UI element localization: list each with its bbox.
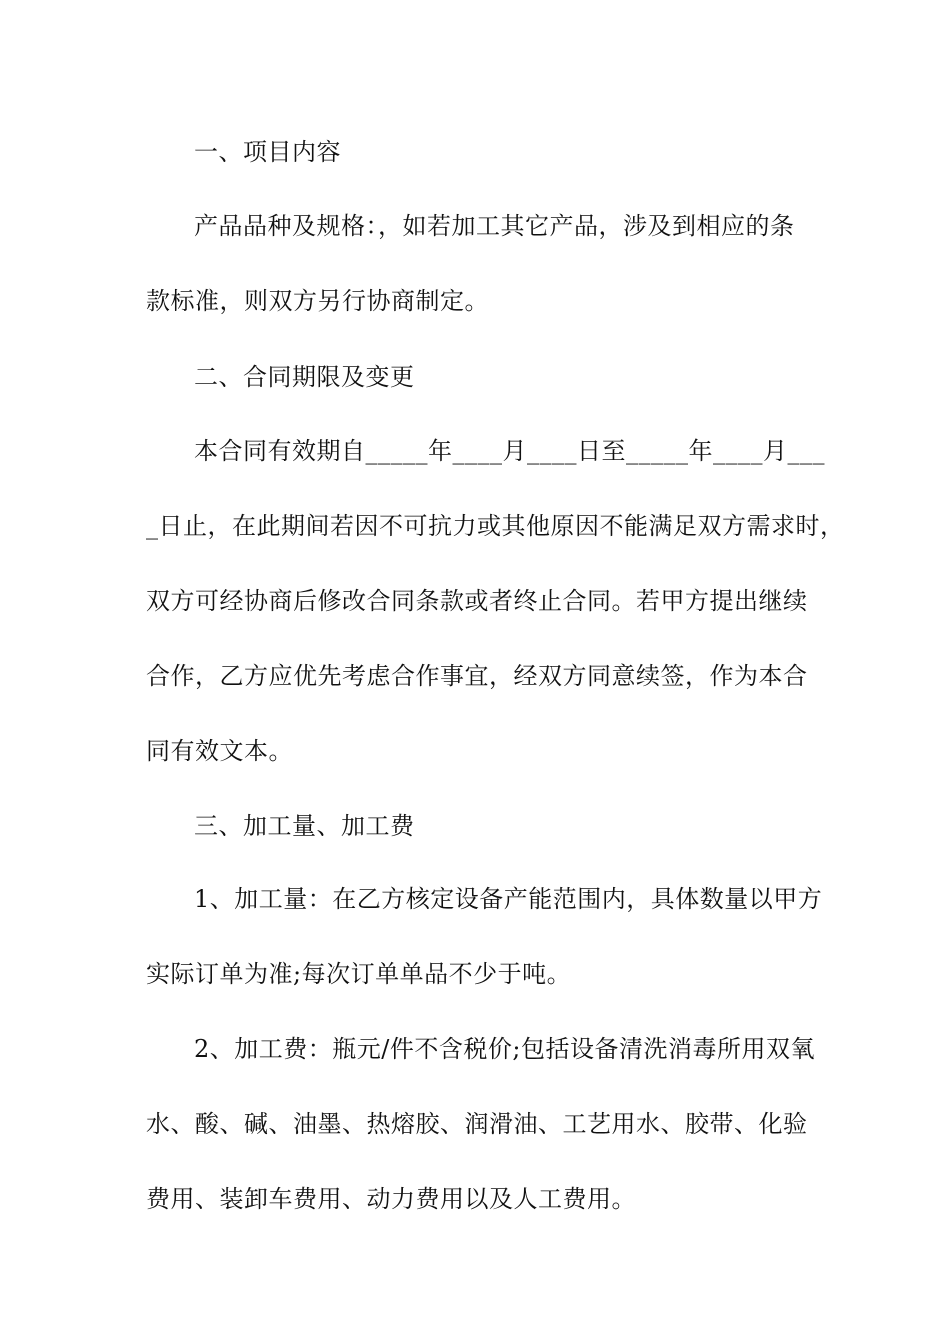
paragraph-line: 水、酸、碱、油墨、热熔胶、润滑油、工艺用水、胶带、化验 [146, 1110, 808, 1138]
paragraph-line: 2、加工费：瓶元/件不含税价;包括设备清洗消毒所用双氧 [194, 1035, 815, 1063]
section-heading-3: 三、加工量、加工费 [194, 812, 415, 840]
paragraph-line: _日止，在此期间若因不可抗力或其他原因不能满足双方需求时， [146, 512, 845, 540]
paragraph-line: 同有效文本。 [146, 737, 293, 765]
paragraph-line: 产品品种及规格：，如若加工其它产品，涉及到相应的条 [194, 212, 795, 240]
paragraph-line: 费用、装卸车费用、动力费用以及人工费用。 [146, 1185, 636, 1213]
paragraph-line: 实际订单为准;每次订单单品不少于吨。 [146, 960, 572, 988]
section-heading-2: 二、合同期限及变更 [194, 363, 415, 391]
paragraph-line: 双方可经协商后修改合同条款或者终止合同。若甲方提出继续 [146, 587, 808, 615]
paragraph-line: 款标准，则双方另行协商制定。 [146, 287, 489, 315]
section-heading-1: 一、项目内容 [194, 138, 341, 166]
paragraph-line: 1、加工量：在乙方核定设备产能范围内，具体数量以甲方 [194, 885, 823, 913]
paragraph-line: 合作，乙方应优先考虑合作事宜，经双方同意续签，作为本合 [146, 662, 808, 690]
paragraph-line: 本合同有效期自_____年____月____日至_____年____月___ [194, 437, 825, 465]
